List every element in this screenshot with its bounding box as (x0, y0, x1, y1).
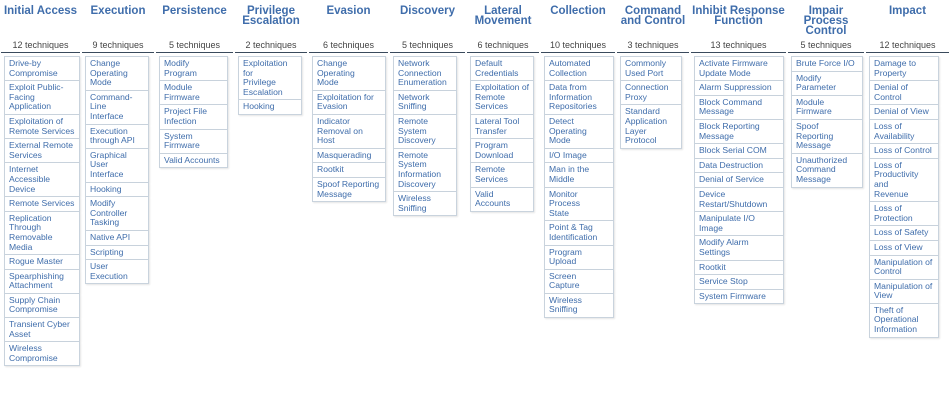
technique-commonly-used-port[interactable] (620, 56, 682, 81)
tactic-column-discovery (389, 0, 466, 216)
technique-hooking[interactable] (85, 183, 149, 198)
technique-remote-services[interactable] (4, 197, 80, 212)
technique-label: Block Command Message (699, 96, 763, 117)
technique-label: Program Upload (549, 246, 582, 267)
technique-list (869, 56, 950, 338)
technique-wireless-sniffing[interactable] (544, 294, 614, 318)
technique-label: Drive-by Compromise (9, 58, 58, 78)
technique-count: 12 techniques (12, 40, 69, 50)
technique-manipulate-i-o-image[interactable] (694, 212, 784, 236)
technique-label: Hooking (90, 183, 122, 194)
technique-exploitation-of-remote-services[interactable] (4, 115, 80, 139)
technique-label: Detect Operating Mode (549, 115, 587, 146)
technique-internet-accessible-device[interactable] (4, 163, 80, 197)
technique-exploitation-for-privilege-escalation[interactable] (238, 56, 302, 100)
technique-program-download[interactable] (470, 139, 534, 163)
tactic-header-inhibit-response-function[interactable] (690, 0, 787, 38)
technique-command-line-interface[interactable] (85, 91, 149, 125)
technique-label: Modify Parameter (796, 72, 837, 93)
technique-label: Remote System Discovery (398, 115, 436, 146)
technique-label: Activate Firmware Update Mode (699, 58, 768, 78)
technique-network-sniffing[interactable] (393, 91, 457, 115)
technique-change-operating-mode[interactable] (312, 56, 386, 91)
tactic-title: Initial Access (3, 5, 78, 17)
technique-modify-program[interactable] (159, 56, 228, 81)
technique-label: Denial of Control (874, 82, 908, 102)
technique-rootkit[interactable] (312, 163, 386, 178)
technique-theft-of-operational-information[interactable] (869, 304, 939, 338)
technique-count: 5 techniques (401, 40, 454, 50)
technique-label: Module Firmware (164, 82, 200, 102)
technique-label: Manipulation of View (874, 280, 933, 301)
technique-loss-of-availability[interactable] (869, 120, 939, 144)
tactic-column-privilege-escalation (234, 0, 308, 115)
technique-label: Scripting (90, 246, 124, 257)
tactic-column-evasion (308, 0, 389, 202)
technique-scripting[interactable] (85, 246, 149, 261)
tactic-title: Privilege Escalation (242, 5, 300, 27)
technique-masquerading[interactable] (312, 149, 386, 164)
tactic-header-collection[interactable] (540, 0, 616, 38)
technique-label: Change Operating Mode (317, 58, 355, 88)
tactic-divider (866, 52, 949, 53)
tactic-column-impair-process-control (787, 0, 865, 188)
technique-service-stop[interactable] (694, 275, 784, 290)
technique-spoof-reporting-message[interactable] (312, 178, 386, 202)
technique-project-file-infection[interactable] (159, 105, 228, 129)
technique-label: System Firmware (164, 130, 200, 151)
technique-label: Unauthorized Command Message (796, 154, 848, 184)
technique-count: 3 techniques (627, 40, 679, 50)
technique-label: Point & Tag Identification (549, 222, 598, 242)
technique-label: Program Download (475, 140, 514, 160)
technique-label: Remote Services (9, 198, 75, 209)
technique-label: Indicator Removal on Host (317, 115, 363, 146)
technique-man-in-the-middle[interactable] (544, 163, 614, 187)
technique-label: Loss of Protection (874, 203, 913, 223)
technique-label: Project File Infection (164, 106, 207, 126)
technique-list (620, 56, 690, 149)
technique-label: Exploitation for Evasion (317, 91, 374, 112)
technique-label: Block Serial COM (699, 145, 767, 156)
technique-list (694, 56, 787, 304)
tactic-header-impact[interactable] (865, 0, 950, 38)
technique-label: Execution through API (90, 125, 135, 146)
technique-damage-to-property[interactable] (869, 56, 939, 81)
technique-activate-firmware-update-mode[interactable] (694, 56, 784, 81)
technique-count: 6 techniques (477, 40, 529, 50)
technique-graphical-user-interface[interactable] (85, 149, 149, 183)
technique-list (393, 56, 466, 216)
tactic-title: Collection (550, 5, 606, 17)
tactic-divider (390, 52, 465, 53)
technique-exploitation-for-evasion[interactable] (312, 91, 386, 115)
technique-label: Standard Application Layer Protocol (625, 106, 668, 146)
tactic-divider (788, 52, 864, 53)
technique-label: Spoof Reporting Message (317, 178, 380, 199)
technique-count: 13 techniques (710, 40, 767, 50)
technique-indicator-removal-on-host[interactable] (312, 115, 386, 149)
technique-label: Command-Line Interface (90, 91, 133, 121)
tactic-divider (1, 52, 80, 53)
technique-label: Manipulate I/O Image (699, 213, 755, 233)
technique-label: Exploitation of Remote Services (9, 115, 75, 136)
technique-detect-operating-mode[interactable] (544, 115, 614, 149)
technique-label: Commonly Used Port (625, 58, 667, 78)
technique-label: Loss of Control (874, 145, 932, 156)
technique-lateral-tool-transfer[interactable] (470, 115, 534, 139)
technique-label: System Firmware (699, 290, 766, 301)
technique-label: Network Sniffing (398, 91, 430, 112)
technique-label: Denial of View (874, 106, 929, 117)
technique-label: Replication Through Removable Media (9, 212, 53, 252)
technique-spearphishing-attachment[interactable] (4, 270, 80, 294)
technique-denial-of-view[interactable] (869, 105, 939, 120)
technique-list (470, 56, 540, 212)
technique-remote-system-discovery[interactable] (393, 115, 457, 149)
technique-label: External Remote Services (9, 140, 74, 160)
technique-label: Wireless Sniffing (549, 294, 582, 315)
technique-point-and-tag-identification[interactable] (544, 221, 614, 245)
technique-module-firmware[interactable] (791, 96, 863, 120)
technique-loss-of-view[interactable] (869, 241, 939, 256)
technique-data-from-information-repositories[interactable] (544, 81, 614, 115)
tactic-column-execution (81, 0, 155, 284)
technique-label: Rootkit (317, 164, 344, 175)
technique-rogue-master[interactable] (4, 255, 80, 270)
tactic-title: Persistence (162, 5, 227, 17)
technique-screen-capture[interactable] (544, 270, 614, 294)
tactic-column-initial-access (0, 0, 81, 366)
technique-label: Internet Accessible Device (9, 164, 51, 194)
technique-label: Hooking (243, 101, 275, 112)
technique-label: Data Destruction (699, 159, 764, 170)
technique-i-o-image[interactable] (544, 149, 614, 164)
technique-label: Exploitation of Remote Services (475, 82, 529, 112)
tactic-title: Inhibit Response Function (692, 5, 785, 27)
technique-label: Monitor Process State (549, 188, 581, 218)
technique-count: 2 techniques (245, 40, 297, 50)
technique-label: Block Reporting Message (699, 120, 760, 141)
technique-list (312, 56, 389, 202)
technique-block-serial-com[interactable] (694, 144, 784, 159)
tactic-title: Impair Process Control (803, 5, 849, 37)
technique-label: Remote System Information Discovery (398, 149, 441, 189)
tactic-title: Lateral Movement (474, 5, 532, 27)
technique-block-command-message[interactable] (694, 96, 784, 120)
technique-label: Loss of Safety (874, 227, 929, 238)
tactic-header-privilege-escalation[interactable] (234, 0, 308, 38)
technique-count: 5 techniques (168, 40, 221, 50)
technique-change-operating-mode[interactable] (85, 56, 149, 91)
technique-brute-force-i-o[interactable] (791, 56, 863, 72)
technique-label: Exploit Public- Facing Application (9, 82, 64, 112)
technique-user-execution[interactable] (85, 260, 149, 284)
technique-label: Transient Cyber Asset (9, 319, 70, 339)
tactic-divider (235, 52, 307, 53)
technique-alarm-suppression[interactable] (694, 81, 784, 96)
tactic-divider (156, 52, 233, 53)
technique-list (544, 56, 616, 318)
technique-count: 5 techniques (800, 40, 852, 50)
tactic-header-execution[interactable] (81, 0, 155, 38)
technique-label: Device Restart/Shutdown (699, 188, 768, 209)
tactic-header-impair-process-control[interactable] (787, 0, 865, 38)
technique-label: Valid Accounts (164, 154, 220, 165)
technique-count: 12 techniques (879, 40, 936, 50)
technique-label: Valid Accounts (475, 188, 511, 209)
technique-label: Denial of Service (699, 174, 764, 185)
tactic-title: Execution (90, 5, 146, 17)
technique-loss-of-control[interactable] (869, 144, 939, 159)
tactic-column-inhibit-response-function (690, 0, 787, 304)
technique-label: Service Stop (699, 276, 748, 287)
technique-automated-collection[interactable] (544, 56, 614, 81)
technique-label: Spearphishing Attachment (9, 270, 64, 291)
technique-label: I/O Image (549, 149, 587, 160)
technique-spoof-reporting-message[interactable] (791, 120, 863, 154)
tactic-divider (691, 52, 786, 53)
technique-label: Data from Information Repositories (549, 82, 597, 112)
technique-execution-through-api[interactable] (85, 125, 149, 149)
technique-label: Wireless Compromise (9, 343, 58, 363)
technique-label: Automated Collection (549, 58, 591, 78)
technique-connection-proxy[interactable] (620, 81, 682, 105)
tactic-divider (467, 52, 539, 53)
tactic-column-persistence (155, 0, 234, 168)
technique-wireless-sniffing[interactable] (393, 192, 457, 216)
tactic-divider (309, 52, 388, 53)
technique-label: Loss of View (874, 241, 923, 252)
technique-label: User Execution (90, 261, 128, 281)
technique-manipulation-of-view[interactable] (869, 280, 939, 304)
technique-label: Rogue Master (9, 256, 63, 267)
technique-system-firmware[interactable] (159, 130, 228, 154)
tactic-header-lateral-movement[interactable] (466, 0, 540, 38)
tactic-column-impact (865, 0, 950, 338)
technique-hooking[interactable] (238, 100, 302, 115)
technique-modify-alarm-settings[interactable] (694, 236, 784, 260)
tactic-divider (541, 52, 615, 53)
technique-label: Loss of Availability (874, 120, 915, 141)
technique-label: Loss of Productivity and Revenue (874, 159, 919, 199)
technique-program-upload[interactable] (544, 246, 614, 270)
technique-exploit-public-facing-application[interactable] (4, 81, 80, 115)
tactic-title: Evasion (326, 5, 371, 17)
technique-module-firmware[interactable] (159, 81, 228, 105)
technique-list (238, 56, 308, 115)
technique-label: Manipulation of Control (874, 256, 933, 277)
tactic-header-initial-access[interactable] (0, 0, 81, 38)
tactic-header-discovery[interactable] (389, 0, 466, 38)
technique-network-connection-enumeration[interactable] (393, 56, 457, 91)
technique-denial-of-service[interactable] (694, 173, 784, 188)
technique-wireless-compromise[interactable] (4, 342, 80, 366)
technique-label: Supply Chain Compromise (9, 294, 61, 315)
technique-label: Rootkit (699, 261, 726, 272)
technique-label: Connection Proxy (625, 82, 669, 102)
technique-remote-services[interactable] (470, 163, 534, 187)
technique-label: Brute Force I/O (796, 58, 855, 68)
technique-supply-chain-compromise[interactable] (4, 294, 80, 318)
technique-drive-by-compromise[interactable] (4, 56, 80, 81)
technique-valid-accounts[interactable] (159, 154, 228, 169)
technique-label: Native API (90, 231, 131, 242)
technique-count: 10 techniques (549, 40, 607, 50)
technique-block-reporting-message[interactable] (694, 120, 784, 144)
technique-label: Default Credentials (475, 58, 519, 78)
technique-denial-of-control[interactable] (869, 81, 939, 105)
technique-label: Exploitation for Privilege Escalation (243, 58, 288, 97)
technique-label: Wireless Sniffing (398, 193, 431, 213)
tactic-divider (82, 52, 154, 53)
tactic-column-collection (540, 0, 616, 318)
technique-unauthorized-command-message[interactable] (791, 154, 863, 188)
technique-replication-through-removable-media[interactable] (4, 212, 80, 255)
tactic-title: Impact (888, 5, 927, 17)
technique-native-api[interactable] (85, 231, 149, 246)
technique-modify-controller-tasking[interactable] (85, 197, 149, 231)
technique-count: 6 techniques (322, 40, 375, 50)
technique-default-credentials[interactable] (470, 56, 534, 81)
technique-loss-of-protection[interactable] (869, 202, 939, 226)
tactic-column-lateral-movement (466, 0, 540, 212)
technique-device-restart-shutdown[interactable] (694, 188, 784, 212)
technique-external-remote-services[interactable] (4, 139, 80, 163)
technique-label: Spoof Reporting Message (796, 120, 834, 151)
technique-list (159, 56, 234, 168)
tactic-header-persistence[interactable] (155, 0, 234, 38)
technique-list (791, 56, 865, 188)
technique-manipulation-of-control[interactable] (869, 256, 939, 280)
tactic-title: Command and Control (620, 5, 686, 27)
technique-label: Theft of Operational Information (874, 304, 919, 335)
technique-label: Man in the Middle (549, 164, 590, 184)
technique-label: Remote Services (475, 164, 508, 184)
technique-modify-parameter[interactable] (791, 72, 863, 96)
technique-label: Modify Alarm Settings (699, 237, 749, 257)
technique-monitor-process-state[interactable] (544, 188, 614, 222)
technique-label: Change Operating Mode (90, 58, 128, 88)
technique-label: Screen Capture (549, 270, 580, 291)
tactic-header-command-and-control[interactable] (616, 0, 690, 38)
technique-remote-system-information-discovery[interactable] (393, 149, 457, 192)
technique-label: Lateral Tool Transfer (475, 115, 520, 136)
technique-label: Damage to Property (874, 58, 917, 78)
technique-loss-of-safety[interactable] (869, 226, 939, 241)
technique-transient-cyber-asset[interactable] (4, 318, 80, 342)
technique-data-destruction[interactable] (694, 159, 784, 174)
tactic-column-command-and-control (616, 0, 690, 149)
technique-label: Alarm Suppression (699, 82, 772, 93)
tactic-title: Discovery (400, 5, 455, 17)
technique-count: 9 techniques (92, 40, 144, 50)
technique-label: Graphical User Interface (90, 149, 127, 179)
technique-label: Modify Controller Tasking (90, 198, 128, 228)
technique-label: Masquerading (317, 149, 372, 160)
technique-list (4, 56, 81, 366)
technique-label: Network Connection Enumeration (398, 58, 447, 88)
technique-system-firmware[interactable] (694, 290, 784, 305)
technique-label: Modify Program (164, 58, 197, 78)
tactic-header-evasion[interactable] (308, 0, 389, 38)
technique-standard-application-layer-protocol[interactable] (620, 105, 682, 148)
technique-label: Module Firmware (796, 96, 832, 117)
technique-exploitation-of-remote-services[interactable] (470, 81, 534, 115)
technique-list (85, 56, 155, 284)
technique-loss-of-productivity-and-revenue[interactable] (869, 159, 939, 202)
technique-rootkit[interactable] (694, 261, 784, 276)
technique-valid-accounts[interactable] (470, 188, 534, 212)
tactic-divider (617, 52, 689, 53)
